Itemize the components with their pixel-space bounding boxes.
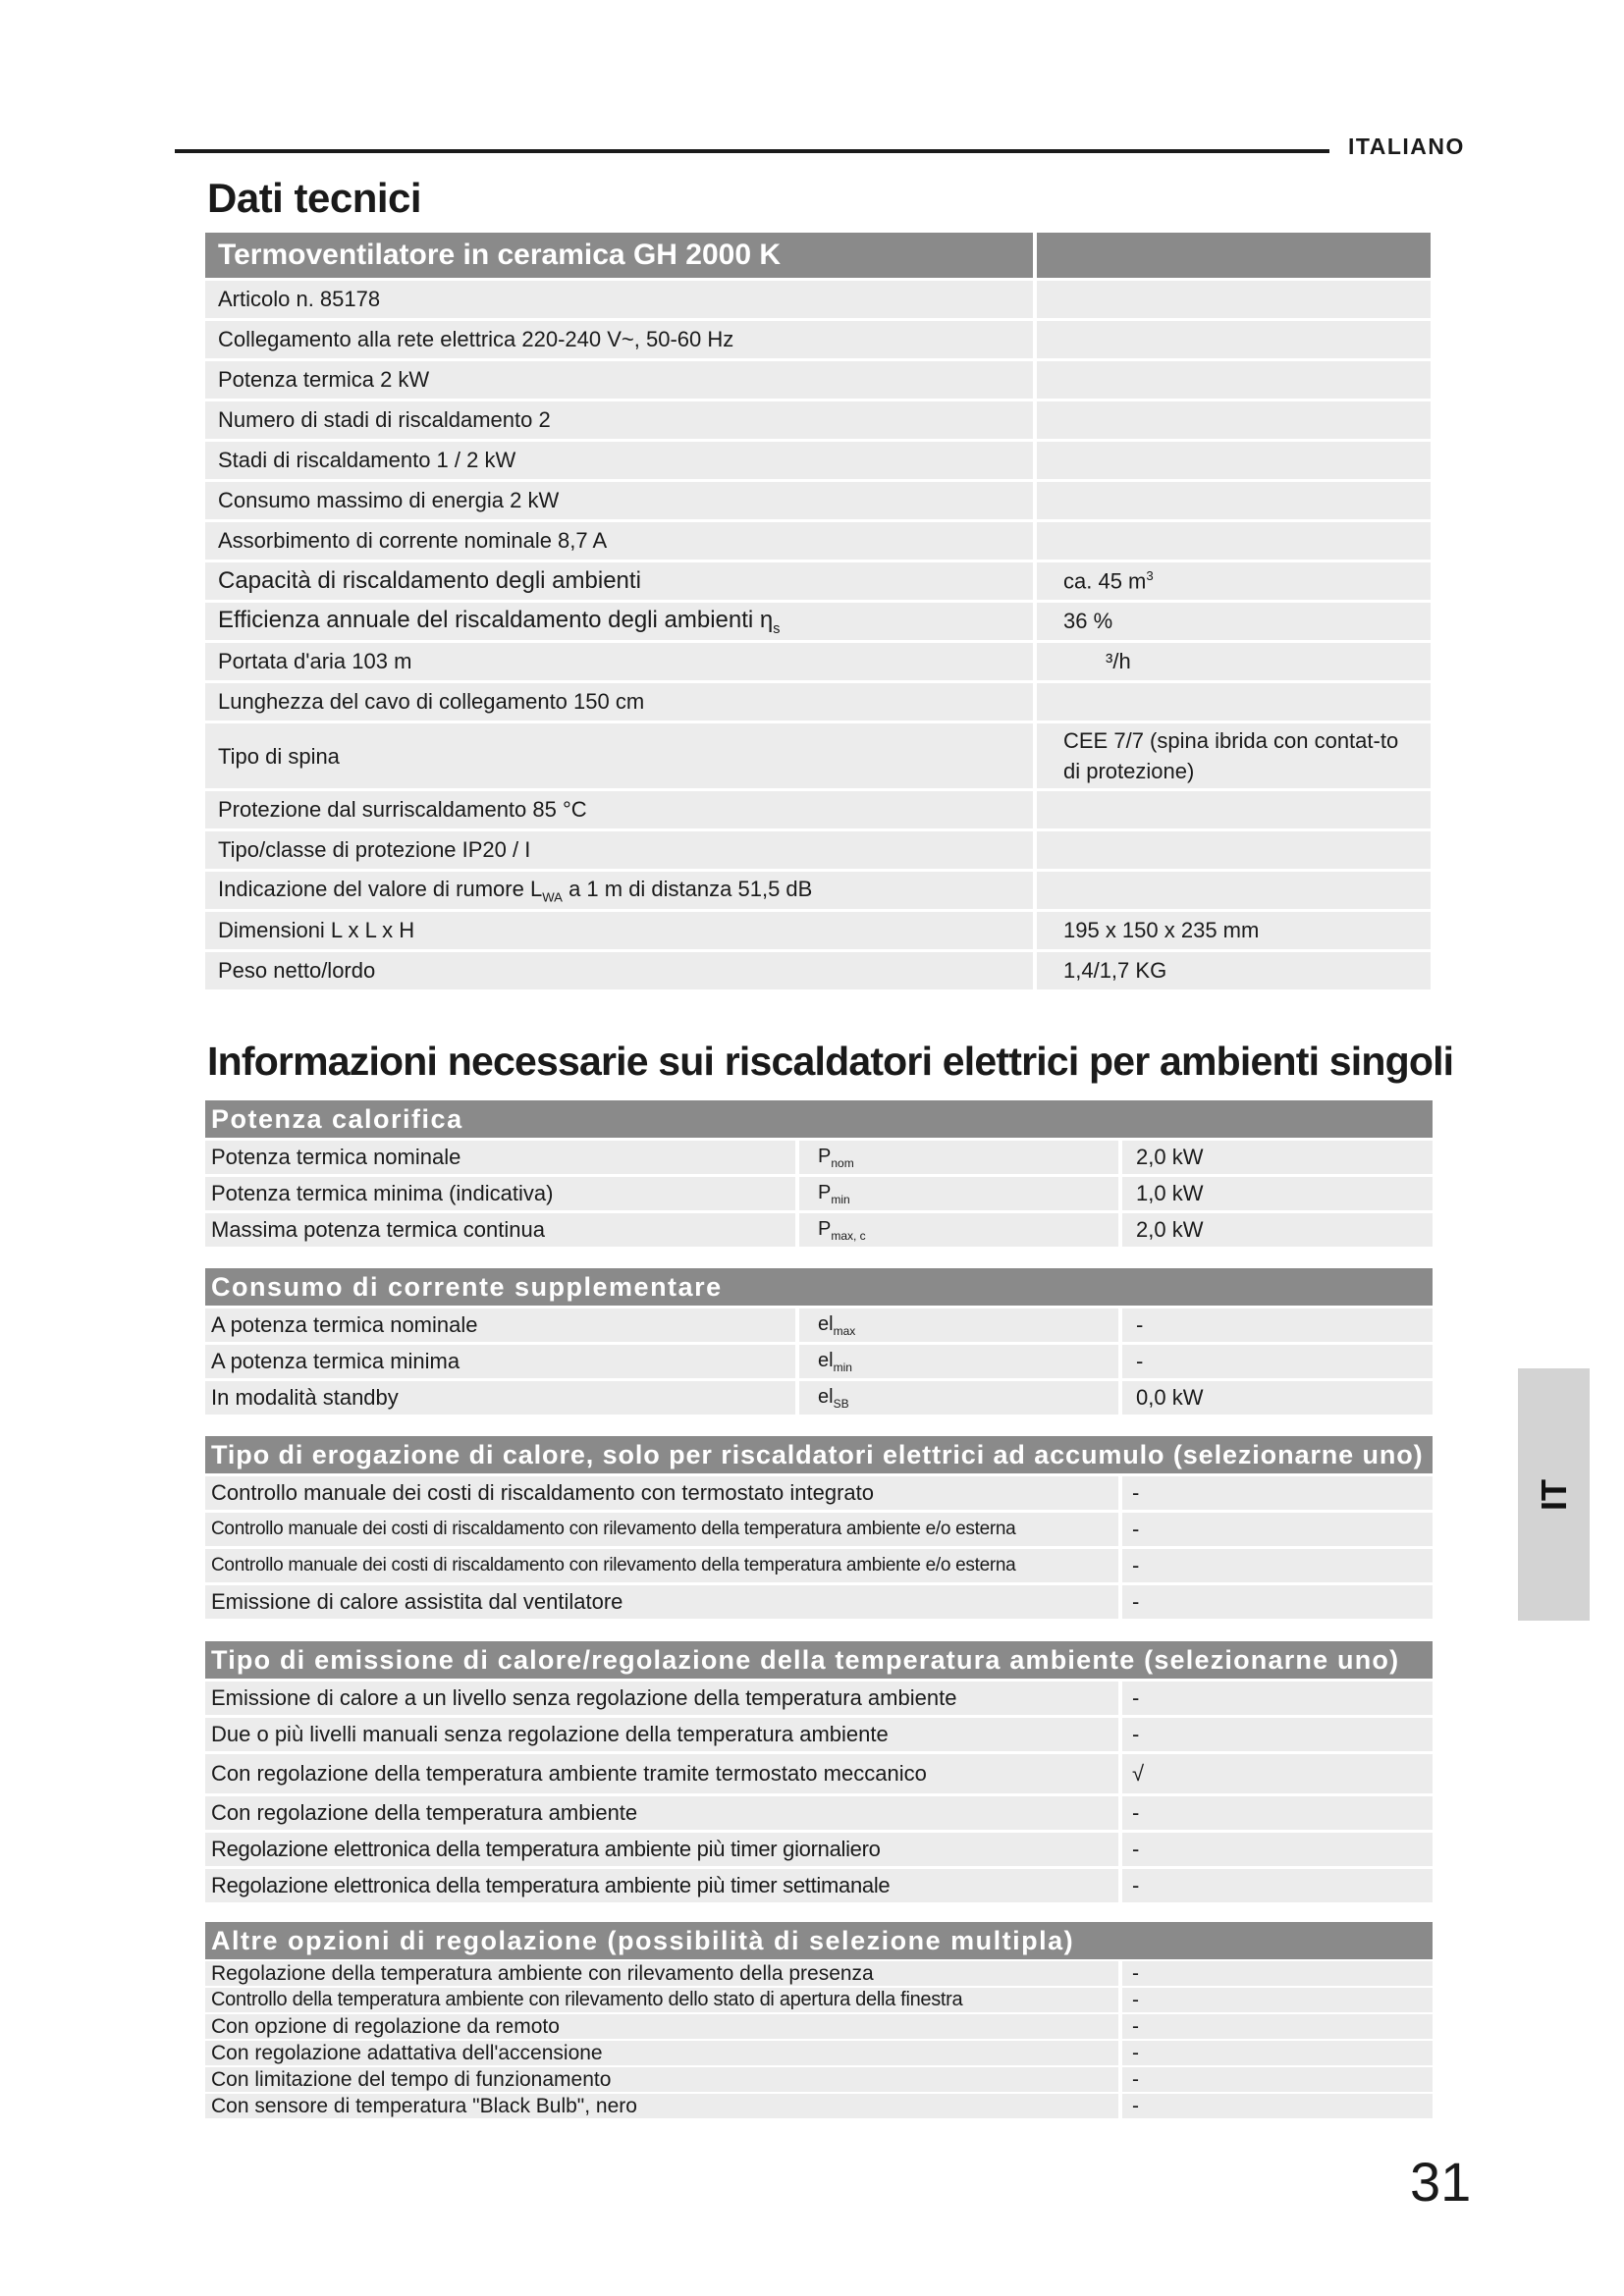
- row-value: 2,0 kW: [1118, 1213, 1433, 1250]
- table-heading-value: [1033, 233, 1431, 281]
- row-label: Collegamento alla rete elettrica 220-240 V~, 50-60 Hz: [205, 321, 1033, 361]
- row-label: Tipo/classe di protezione IP20 / I: [205, 831, 1033, 872]
- table-row: [205, 1381, 1433, 1417]
- section-header-row: [205, 1100, 1433, 1141]
- table-row: [205, 1308, 1433, 1345]
- row-label: Assorbimento di corrente nominale 8,7 A: [205, 522, 1033, 562]
- row-label: Potenza termica nominale: [205, 1141, 795, 1177]
- row-value: 36 %: [1033, 603, 1431, 643]
- row-value: -: [1118, 1585, 1433, 1622]
- tech-data-table: [205, 233, 1431, 992]
- row-label: Controllo manuale dei costi di riscaldamento con rilevamento della temperatura ambiente e/o esterna: [205, 1549, 1118, 1585]
- table-row: [205, 1585, 1433, 1622]
- row-value: 195 x 150 x 235 mm: [1033, 912, 1431, 952]
- table-row: [205, 442, 1431, 482]
- row-label-sub: s: [773, 620, 781, 637]
- row-value: [1033, 321, 1431, 361]
- row-label-tail: a 1 m di distanza 51,5 dB: [562, 876, 813, 901]
- table-row: [205, 643, 1431, 683]
- section-header-row: [205, 1436, 1433, 1476]
- row-label: Con opzione di regolazione da remoto: [205, 2014, 1118, 2041]
- section-header-row: [205, 1922, 1433, 1961]
- table-row: [205, 1177, 1433, 1213]
- symbol-sub: min: [833, 1360, 852, 1374]
- table-row: [205, 1682, 1433, 1718]
- row-value: -: [1118, 2014, 1433, 2041]
- row-value: [1033, 562, 1431, 603]
- table-row: [205, 1549, 1433, 1585]
- table-row: [205, 361, 1431, 401]
- table-row: [205, 2094, 1433, 2120]
- table-row: [205, 321, 1431, 361]
- symbol-text: el: [818, 1312, 834, 1335]
- row-label: Controllo della temperatura ambiente con rilevamento dello stato di apertura della finestra: [205, 1988, 1118, 2014]
- row-value: [1033, 522, 1431, 562]
- table-row: [205, 791, 1431, 831]
- info-section-title: Informazioni necessarie sui riscaldatori elettrici per ambienti singoli: [207, 1039, 1454, 1084]
- row-label: Regolazione della temperatura ambiente con rilevamento della presenza: [205, 1961, 1118, 1988]
- row-value-text: ca. 45 m: [1063, 568, 1147, 594]
- table-row: [205, 1869, 1433, 1905]
- table-header-row: [205, 233, 1431, 281]
- row-value: -: [1118, 1345, 1433, 1381]
- row-label: Numero di stadi di riscaldamento 2: [205, 401, 1033, 442]
- row-value: -: [1118, 2041, 1433, 2067]
- table-row: [205, 1754, 1433, 1796]
- row-value: [1033, 643, 1431, 683]
- row-label: Tipo di spina: [205, 723, 1033, 791]
- section-heading: Tipo di emissione di calore/regolazione della temperatura ambiente (selezionarne uno): [205, 1641, 1433, 1682]
- row-value: -: [1118, 1796, 1433, 1833]
- row-value: -: [1118, 1476, 1433, 1513]
- symbol-sub: min: [831, 1192, 850, 1206]
- row-label: A potenza termica nominale: [205, 1308, 795, 1345]
- row-label: Emissione di calore a un livello senza regolazione della temperatura ambiente: [205, 1682, 1118, 1718]
- row-label: Regolazione elettronica della temperatura ambiente più timer giornaliero: [205, 1833, 1118, 1869]
- row-value: -: [1118, 1833, 1433, 1869]
- table-row: [205, 683, 1431, 723]
- symbol-text: el: [818, 1349, 834, 1371]
- table-row: [205, 1213, 1433, 1250]
- aux-power-table: [205, 1268, 1433, 1417]
- row-label: Consumo massimo di energia 2 kW: [205, 482, 1033, 522]
- table-row: [205, 2041, 1433, 2067]
- symbol-sub: SB: [833, 1396, 849, 1411]
- table-row: [205, 482, 1431, 522]
- row-label: Lunghezza del cavo di collegamento 150 cm: [205, 683, 1033, 723]
- table-row: [205, 522, 1431, 562]
- header-rule: [175, 149, 1329, 153]
- row-value: [1033, 872, 1431, 912]
- row-label-text: Efficienza annuale del riscaldamento degli ambienti η: [218, 606, 774, 633]
- symbol-text: P: [818, 1217, 832, 1240]
- page-title: Dati tecnici: [207, 175, 422, 221]
- table-row: [205, 1718, 1433, 1754]
- room-control-table: [205, 1641, 1433, 1905]
- row-value: -: [1118, 2067, 1433, 2094]
- checkmark-icon: √: [1118, 1754, 1433, 1796]
- table-row: [205, 281, 1431, 321]
- row-value: [1033, 791, 1431, 831]
- table-row: [205, 1988, 1433, 2014]
- heat-storage-table: [205, 1436, 1433, 1622]
- row-value: [1033, 683, 1431, 723]
- heat-output-table: [205, 1100, 1433, 1250]
- row-label: Con regolazione della temperatura ambiente tramite termostato meccanico: [205, 1754, 1118, 1796]
- symbol-sub: max: [833, 1323, 856, 1338]
- section-heading: Consumo di corrente supplementare: [205, 1268, 1433, 1308]
- row-symbol: [795, 1177, 1118, 1213]
- row-label: Controllo manuale dei costi di riscaldamento con termostato integrato: [205, 1476, 1118, 1513]
- table-row: [205, 723, 1431, 791]
- table-row: [205, 952, 1431, 992]
- row-label: In modalità standby: [205, 1381, 795, 1417]
- row-value: -: [1118, 1549, 1433, 1585]
- symbol-text: P: [818, 1145, 832, 1167]
- table-row: [205, 1833, 1433, 1869]
- row-value: CEE 7/7 (spina ibrida con contat-to di protezione): [1033, 723, 1431, 791]
- table-row: [205, 401, 1431, 442]
- row-label-text: Indicazione del valore di rumore L: [218, 876, 543, 901]
- row-value: -: [1118, 1718, 1433, 1754]
- language-side-tab: [1518, 1368, 1590, 1621]
- table-heading: Termoventilatore in ceramica GH 2000 K: [205, 233, 1033, 281]
- row-label: Emissione di calore assistita dal ventilatore: [205, 1585, 1118, 1622]
- row-label: A potenza termica minima: [205, 1345, 795, 1381]
- table-row: [205, 562, 1431, 603]
- row-label: Dimensioni L x L x H: [205, 912, 1033, 952]
- row-value-text: ³/h: [1106, 649, 1131, 673]
- symbol-text: el: [818, 1385, 834, 1408]
- other-options-table: [205, 1922, 1433, 2120]
- section-heading: Tipo di erogazione di calore, solo per riscaldatori elettrici ad accumulo (selezionarne uno): [205, 1436, 1433, 1476]
- table-row: [205, 1961, 1433, 1988]
- table-row: [205, 831, 1431, 872]
- row-value: -: [1118, 2094, 1433, 2120]
- row-value-sup: 3: [1146, 567, 1154, 583]
- table-row: [205, 872, 1431, 912]
- section-header-row: [205, 1641, 1433, 1682]
- row-value: [1033, 361, 1431, 401]
- table-row: [205, 1345, 1433, 1381]
- row-symbol: [795, 1381, 1118, 1417]
- row-label: Massima potenza termica continua: [205, 1213, 795, 1250]
- side-tab-label: IT: [1533, 1478, 1574, 1511]
- row-symbol: [795, 1308, 1118, 1345]
- row-symbol: [795, 1345, 1118, 1381]
- row-value: [1033, 281, 1431, 321]
- row-label: [205, 603, 1033, 643]
- row-symbol: [795, 1141, 1118, 1177]
- table-row: [205, 1476, 1433, 1513]
- row-value: 1,4/1,7 KG: [1033, 952, 1431, 992]
- row-label: Potenza termica minima (indicativa): [205, 1177, 795, 1213]
- table-row: [205, 912, 1431, 952]
- row-value: -: [1118, 1308, 1433, 1345]
- section-heading: Altre opzioni di regolazione (possibilità di selezione multipla): [205, 1922, 1433, 1961]
- row-label: Controllo manuale dei costi di riscaldamento con rilevamento della temperatura ambiente e/o esterna: [205, 1513, 1118, 1549]
- table-row: [205, 1513, 1433, 1549]
- page-number: 31: [1410, 2151, 1472, 2213]
- row-label: Due o più livelli manuali senza regolazione della temperatura ambiente: [205, 1718, 1118, 1754]
- row-value: -: [1118, 1988, 1433, 2014]
- row-label: Stadi di riscaldamento 1 / 2 kW: [205, 442, 1033, 482]
- row-label: Portata d'aria 103 m: [205, 643, 1033, 683]
- row-label: Con limitazione del tempo di funzionamento: [205, 2067, 1118, 2094]
- section-header-row: [205, 1268, 1433, 1308]
- table-row: [205, 1141, 1433, 1177]
- language-label: ITALIANO: [1348, 133, 1465, 159]
- row-label: Peso netto/lordo: [205, 952, 1033, 992]
- row-value: [1033, 482, 1431, 522]
- row-label: Con sensore di temperatura "Black Bulb", nero: [205, 2094, 1118, 2120]
- symbol-text: P: [818, 1181, 832, 1203]
- row-label: Protezione dal surriscaldamento 85 °C: [205, 791, 1033, 831]
- table-row: [205, 2014, 1433, 2041]
- row-value: -: [1118, 1961, 1433, 1988]
- section-heading: Potenza calorifica: [205, 1100, 1433, 1141]
- row-value: 0,0 kW: [1118, 1381, 1433, 1417]
- row-value: -: [1118, 1869, 1433, 1905]
- row-label: Potenza termica 2 kW: [205, 361, 1033, 401]
- symbol-sub: nom: [831, 1155, 854, 1170]
- row-value: 1,0 kW: [1118, 1177, 1433, 1213]
- table-row: [205, 2067, 1433, 2094]
- row-value: -: [1118, 1513, 1433, 1549]
- row-label: Con regolazione adattativa dell'accensione: [205, 2041, 1118, 2067]
- row-label: Con regolazione della temperatura ambiente: [205, 1796, 1118, 1833]
- row-label: Capacità di riscaldamento degli ambienti: [205, 562, 1033, 603]
- row-label-sub: WA: [542, 889, 563, 905]
- row-symbol: [795, 1213, 1118, 1250]
- row-label: Regolazione elettronica della temperatura ambiente più timer settimanale: [205, 1869, 1118, 1905]
- row-value: [1033, 831, 1431, 872]
- row-value: -: [1118, 1682, 1433, 1718]
- row-value: [1033, 442, 1431, 482]
- symbol-sub: max, c: [831, 1228, 866, 1243]
- row-value: [1033, 401, 1431, 442]
- side-tab-wrap: [1518, 1368, 1590, 1621]
- row-label: [205, 872, 1033, 912]
- row-value: 2,0 kW: [1118, 1141, 1433, 1177]
- table-row: [205, 1796, 1433, 1833]
- table-row: [205, 603, 1431, 643]
- row-label: Articolo n. 85178: [205, 281, 1033, 321]
